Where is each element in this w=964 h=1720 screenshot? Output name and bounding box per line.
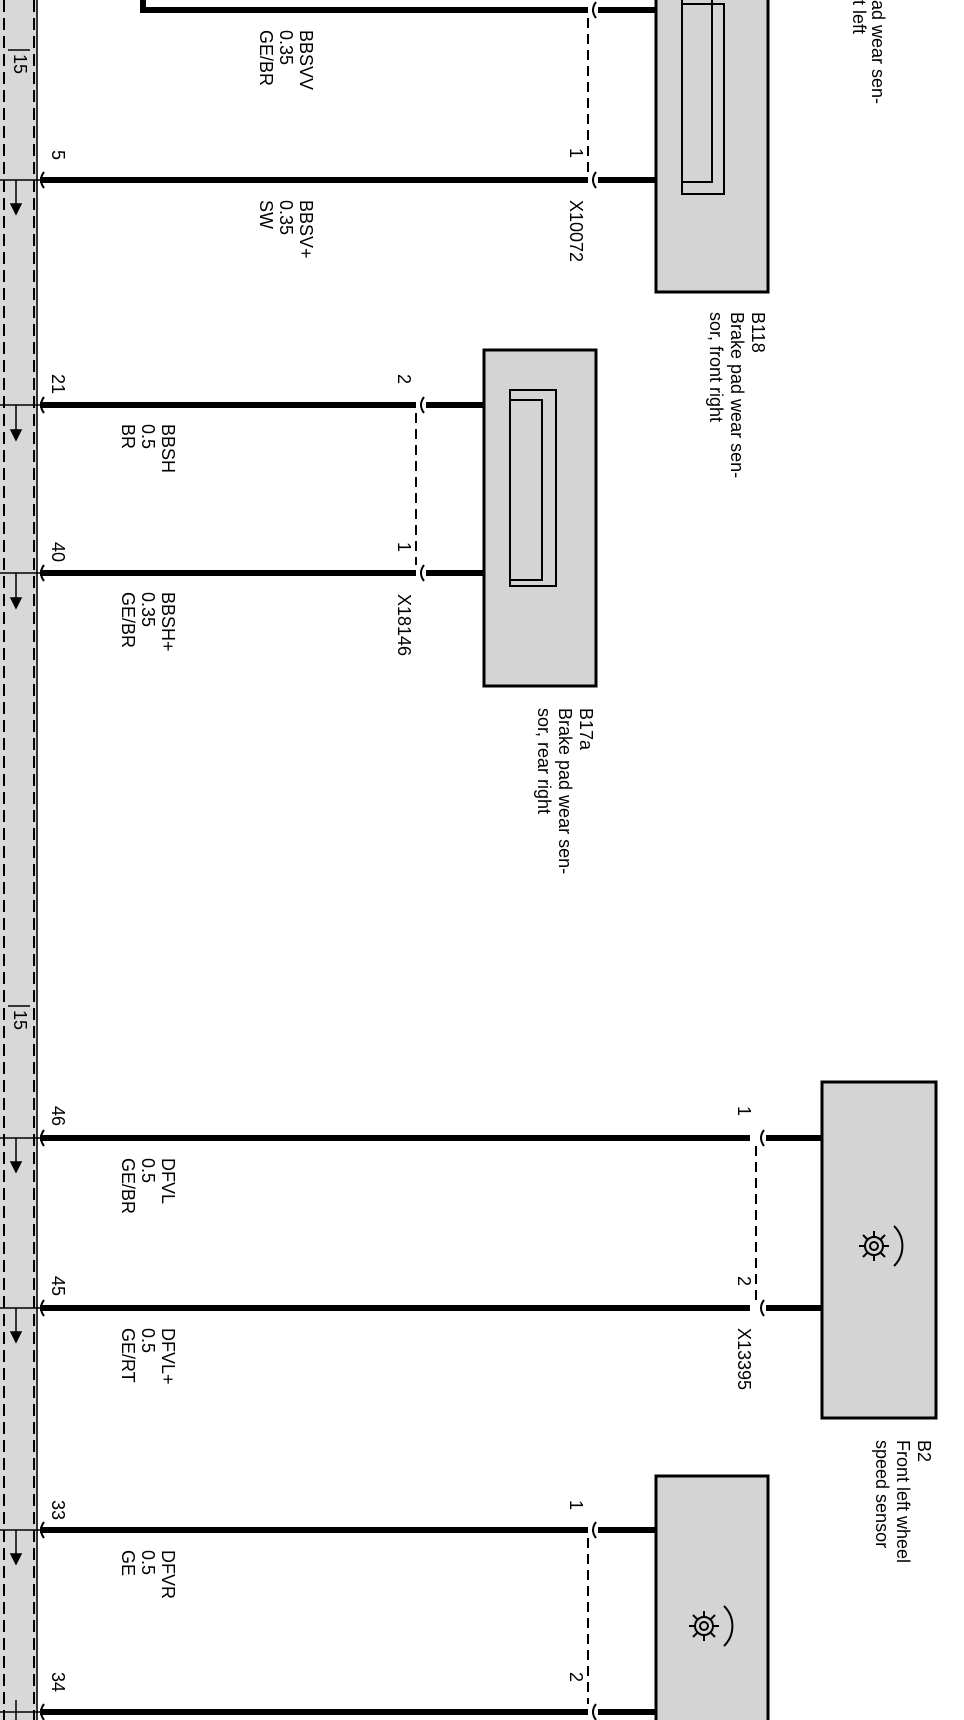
wire-size: 0.35 (276, 200, 296, 236)
wire-size: 0.5 (138, 424, 158, 450)
wire-signal-name: DFVL (158, 1158, 178, 1205)
connector-pin-arc (761, 1130, 764, 1146)
wire-bbsvv (143, 0, 588, 10)
component-name-line: t left (849, 0, 869, 35)
component-b2 (822, 1082, 936, 1418)
connector-x13395 (756, 1130, 764, 1316)
connector-pin-arc (593, 2, 596, 18)
connector-pin-arc (761, 1300, 764, 1316)
wire-size: 0.5 (138, 1550, 158, 1576)
component-b117 (656, 0, 768, 292)
component-name-line: sor, front right (706, 312, 726, 423)
wire-size: 0.35 (276, 30, 296, 66)
ecu-pin-number: 5 (48, 150, 68, 161)
wire-size: 0.5 (138, 1328, 158, 1354)
component-name-line: ad wear sen- (868, 0, 888, 105)
ecu-pin-number: 21 (48, 374, 68, 395)
connector-x10072 (588, 2, 596, 188)
wire-info-labels (118, 30, 316, 1599)
ecu-connector-strip (0, 0, 38, 1720)
wire-color: GE (118, 1550, 138, 1577)
wire-signal-name: BBSV+ (296, 200, 316, 259)
component-name-line: sor, rear right (534, 708, 554, 815)
wires (40, 0, 750, 1712)
ecu-pin-number: 33 (48, 1500, 68, 1521)
connector-pin-arc (593, 1522, 596, 1538)
wire-color: GE/BR (118, 1158, 138, 1215)
component-name-line: Brake pad wear sen- (727, 312, 747, 479)
wire-signal-name: DFVL+ (158, 1328, 178, 1385)
sensor-pin-number: 1 (566, 148, 586, 159)
connector-label: X13395 (734, 1328, 754, 1391)
connector-pin-arc (593, 172, 596, 188)
wire-color: GE/RT (118, 1328, 138, 1383)
component-box (822, 1082, 936, 1418)
ecu-pin-numbers (48, 150, 68, 1692)
wire-color: SW (256, 200, 276, 229)
wire-color: GE/BR (118, 592, 138, 649)
sensor-pin-number: 2 (394, 374, 414, 385)
sensor-pin-number: 1 (566, 1500, 586, 1511)
ecu-strip-background (0, 0, 38, 1720)
ecu-pin-number: 34 (48, 1672, 68, 1693)
ecu-pin-number: 46 (48, 1106, 68, 1127)
sensor-pin-number: 2 (734, 1276, 754, 1287)
connector-pin-arc (421, 397, 424, 413)
ecu-pin-number: 40 (48, 542, 68, 563)
component-name-line: speed sensor (872, 1440, 892, 1549)
connector-pin-arc (593, 1704, 596, 1720)
wire-color: BR (118, 424, 138, 450)
strip-marker-15-top: 15 (10, 54, 30, 75)
component-b3 (656, 1476, 768, 1720)
wire-signal-name: DFVR (158, 1550, 178, 1599)
connector-b3 (588, 1522, 596, 1720)
wire-signal-name: BBSH+ (158, 592, 178, 652)
wire-signal-name: BBSH (158, 424, 178, 474)
sensor-pin-number: 1 (734, 1106, 754, 1117)
wire-size: 0.35 (138, 592, 158, 628)
sensor-pin-number: 2 (566, 1672, 586, 1683)
connector-x18146 (416, 397, 424, 581)
connector-label: X10072 (566, 200, 586, 263)
connector-label: X18146 (394, 594, 414, 657)
wire-color: GE/BR (256, 30, 276, 87)
component-b17a (484, 350, 596, 686)
component-designation: B17a (576, 708, 596, 751)
component-name-line: Front left wheel (893, 1440, 913, 1564)
wire-signal-name: BBSVV (296, 30, 316, 91)
strip-marker-15-bottom: 15 (10, 1010, 30, 1031)
sensor-pin-number: 1 (394, 542, 414, 553)
component-name-line: Brake pad wear sen- (555, 708, 575, 875)
connector-pin-arc (421, 565, 424, 581)
component-designation: B2 (914, 1440, 934, 1463)
component-designation: B118 (748, 312, 768, 353)
component-box (656, 1476, 768, 1720)
wire-size: 0.5 (138, 1158, 158, 1184)
ecu-pin-number: 45 (48, 1276, 68, 1297)
